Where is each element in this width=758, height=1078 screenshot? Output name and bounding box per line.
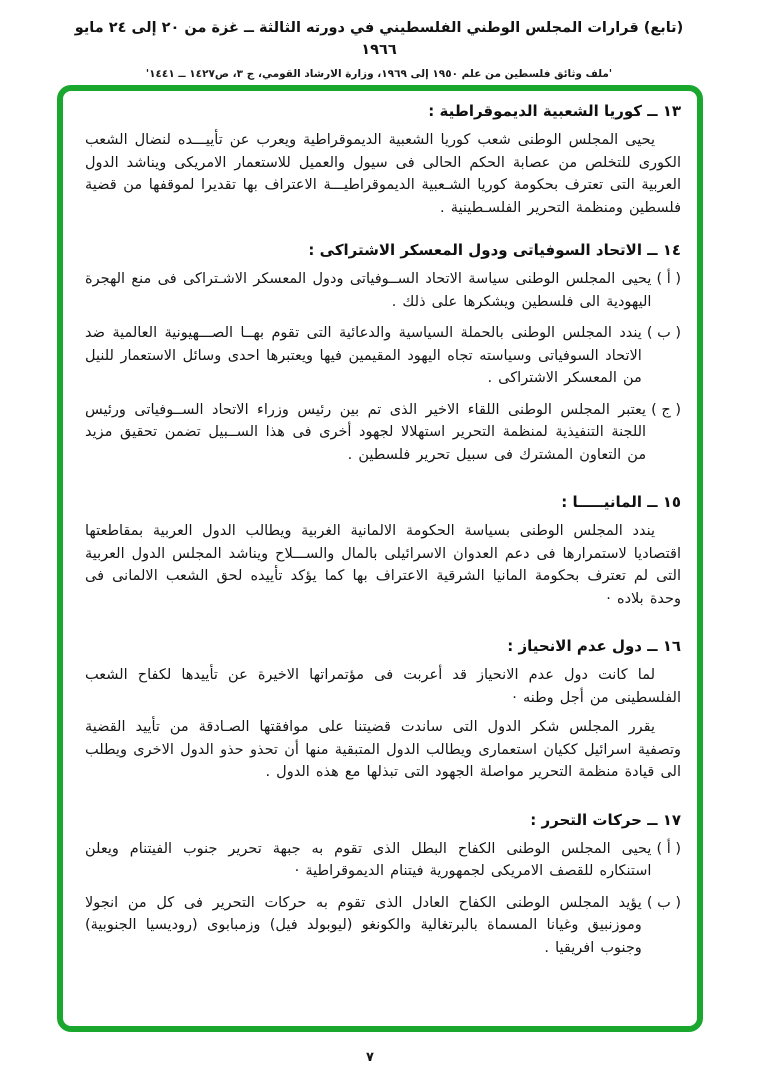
section-16-non-aligned — [85, 637, 681, 784]
section-13-heading: ١٣ ــ كوريا الشعبية الديموقراطية : — [428, 102, 681, 120]
list-item-b — [85, 892, 681, 960]
list-item-a — [85, 268, 681, 313]
section-16-heading: ١٦ ــ دول عدم الانحياز : — [507, 637, 681, 655]
item-text: يعتبر المجلس الوطنى اللقاء الاخير الذى تم بين رئيس وزراء الاتحاد الســوفياتى ورئيس اللجنة التنفيذية لمنظمة التحرير استهلالا لجهود أخرى فى هذا الســبيل تضمن تحقيق مزيد من التعاون المشترك فى سبيل تحرير فلسطين . — [85, 401, 647, 463]
item-text: يحيى المجلس الوطنى الكفاح البطل الذى تقوم به جبهة تحرير جنوب الفيتنام ويعلن استنكاره للقصف الامريكى لجمهورية فيتنام الديموقراطية · — [85, 840, 652, 879]
item-text: يندد المجلس الوطنى بالحملة السياسية والدعائية التى تقوم بهــا الصـــهيونية العالمية ضد الاتحاد السوفياتى وسياسته تجاه اليهود المقيمين فيها ويعتبرها احدى وسائل الاستعمار للنيل من المعسكر الاشتراكى . — [85, 325, 642, 386]
item-marker: ( ج ) — [651, 401, 681, 418]
document-source-citation: 'ملف وثائق فلسطين من علم ١٩٥٠ إلى ١٩٦٩، وزارة الارشاد القومي، ج ٣، ص١٤٢٧ ــ ١٤٤١' — [145, 68, 613, 80]
page-number: ٧ — [366, 1050, 374, 1065]
section-14-soviet-union — [85, 241, 681, 466]
list-item-c — [85, 399, 681, 467]
section-15-heading: ١٥ ــ المانيـــــا : — [561, 493, 681, 511]
list-item-a — [85, 838, 681, 883]
item-marker: ( أ ) — [656, 271, 681, 287]
section-17-heading: ١٧ ــ حركات التحرر : — [530, 810, 681, 829]
document-title: (تابع) قرارات المجلس الوطني الفلسطيني في دورته الثالثة ــ غزة من ٢٠ إلى ٢٤ مايو ١٩٦٦ — [74, 20, 684, 58]
section-16-paragraph-1: لما كانت دول عدم الانحياز قد أعربت فى مؤتمراتها الاخيرة عن تأييدها لكفاح الشعب الفلسطينى من أجل وطنه · — [85, 667, 681, 706]
document-header — [0, 0, 758, 80]
item-marker: ( ب ) — [646, 325, 681, 341]
item-text: يحيى المجلس الوطنى سياسة الاتحاد الســوفياتى ودول المعسكر الاشـتراكى فى منع الهجرة اليهودية الى فلسطين ويشكرها على ذلك . — [85, 271, 652, 310]
section-14-heading: ١٤ ــ الاتحاد السوفياتى ودول المعسكر الاشتراكى : — [308, 241, 681, 259]
list-item-b — [85, 322, 681, 390]
item-marker: ( أ ) — [656, 840, 681, 857]
section-17-liberation-movements — [85, 811, 681, 960]
section-13-paragraph: يحيى المجلس الوطنى شعب كوريا الشعبية الديموقراطية ويعرب عن تأييـــده لنضال الشعب الكورى للتخلص من عصابة الحكم الحالى فى سيول والعميل للاستعمار الامريكى ويناشد الدول العربية التى تعترف بحكومة كوريا الشـعبية الديموقراطيـــة الاعتراف بها تقديرا لموقفها من قضية فلسطين ومنظمة التحرير الفلسـطينية . — [85, 132, 681, 216]
section-13-korea — [85, 102, 681, 219]
green-annotation-border-box — [57, 85, 703, 1032]
section-15-germany — [85, 493, 681, 610]
section-15-paragraph: يندد المجلس الوطنى بسياسة الحكومة الالمانية الغربية ويطالب الدول العربية بمقاطعتها اقتصاديا لاستمرارها فى دعم العدوان الاسرائيلى بالمال والســـلاح ويناشد المجلس الدول العربية التى لم تعترف بحكومة المانيا الشرقية الاعتراف بها كما يؤكد تأييده لحق الشعب الالمانى فى وحدة بلاده · — [85, 523, 681, 607]
item-text: يؤيد المجلس الوطنى الكفاح العادل الذى تقوم به حركات التحرير فى كل من انجولا وموزنبيق وغيانا المسماة بالبرتغالية والكونغو (ليوبولد فيل) وزمبابوى (روديسيا الجنوبية) وجنوب افريقيا . — [85, 894, 642, 956]
item-marker: ( ب ) — [646, 894, 681, 911]
section-16-paragraph-2: يقرر المجلس شكر الدول التى ساندت قضيتنا على موافقتها الصـادقة من تأييد القضية وتصفية اسرائيل ككيان استعمارى ويطالب الدول المتبقية منها أن تحذو حذو الدول الاخرى ويطلب الى قيادة منظمة التحرير مواصلة الجهود التى تبذلها مع هذه الدول . — [85, 719, 681, 780]
